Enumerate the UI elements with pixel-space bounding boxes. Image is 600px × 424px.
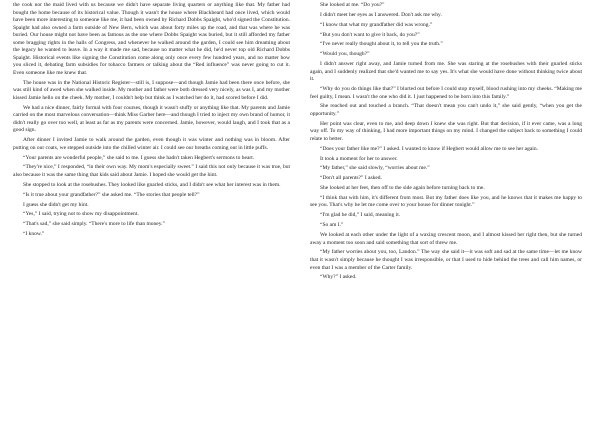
paragraph: She reached out and touched a branch. “That doesn't mean you can't undo it,” she said gently, “when you get the opportunity.” <box>310 103 582 117</box>
paragraph: “That's sad,” she said simply. “There's more to life than money.” <box>23 221 165 228</box>
paragraph: “Don't all parents?” I asked. <box>320 175 382 182</box>
paragraph: The house was in the National Historic Register—still is, I suppose—and though Jamie had been there once before, she was still kind of awed when she walked inside. My mother and father were both dressed very nicely, as was I, and my mother kissed Jamie hello on the cheek. My mother, I couldn't help but think as I watched her do it, had scored before I did. <box>13 79 290 101</box>
paragraph: “I know that what my grandfather did was wrong.” <box>320 21 433 28</box>
paragraph: “Would you, though?” <box>320 51 370 58</box>
paragraph: “They're nice,” I responded, “in their own way. My mom's especially sweet.” I said this not only because it was true, but also because it was the same thing that kids said about Jamie. I hoped she would get the hint. <box>13 164 290 178</box>
paragraph: She looked at me. “Do you?” <box>320 2 385 8</box>
paragraph: “But you don't want to give it back, do you?” <box>320 31 420 38</box>
paragraph: I didn't answer right away, and Jamie turned from me. She was staring at the rosebushes with their gnarled sticks again, and I suddenly realized that she'd wanted me to say yes. It's what she would have done without thinking twice about it. <box>310 61 582 83</box>
paragraph: I didn't meet her eyes as I answered. Don't ask me why. <box>320 11 442 18</box>
right-page <box>300 0 600 424</box>
paragraph: We looked at each other under the light of a waxing crescent moon, and I almost kissed her right then, but she turned away a moment too soon and said something that sort of threw me. <box>310 232 582 246</box>
paragraph: We had a nice dinner, fairly formal with four courses, though it wasn't stuffy or anything like that. My parents and Jamie carried on the most marvelous conversation—think Miss Garber here—and though I tried to inject my own brand of humor, it didn't really go over too well, at least as far as my parents were concerned. Jamie, however, would laugh, and I took that as a good sign. <box>13 104 290 134</box>
paragraph: She stopped to look at the rosebushes. They looked like gnarled sticks, and I didn't see what her interest was in them. <box>23 181 281 188</box>
paragraph: “My father,” she said slowly, “worries about me.” <box>320 165 430 172</box>
paragraph: “I'm glad he did,” I said, meaning it. <box>320 212 401 219</box>
paragraph: It took a moment for her to answer. <box>320 155 398 162</box>
paragraph: She looked at her feet, then off to the side again before turning back to me. <box>320 185 485 192</box>
paragraph: I guess she didn't get my hint. <box>23 201 89 208</box>
paragraph: Her point was clear, even to me, and deep down I knew she was right. But that decision, if it ever came, was a long way off. To my way of thinking, I had more important things on my mind. I changed the subject back to something I could relate to better. <box>310 120 582 142</box>
paragraph: “Yes,” I said, trying not to show my disappointment. <box>23 211 139 218</box>
paragraph: “I've never really thought about it, to tell you the truth.” <box>320 41 443 48</box>
paragraph: “Does your father like me?” I asked. I wanted to know if Hegbert would allow me to see her again. <box>320 145 538 152</box>
paragraph: “Your parents are wonderful people,” she said to me. I guess she hadn't taken Hegbert's sermons to heart. <box>23 154 255 161</box>
paragraph: the cook nor the maid lived with us because we didn't have separate living quarters or anything like that. My father had bought the home because of its historical value. Though it wasn't the house where Blackbeard had once lived, which would have been more interesting to someone like me, it had been owned by Richard Dobbs Spaight, who'd signed the Constitution. Spaight had also owned a farm outside of New Bern, which was about forty miles up the road, and that was where he was buried. Our house might not have been as famous as the one where Dobbs Spaight was buried, but it still afforded my father some bragging rights in the halls of Congress, and whenever he walked around the garden, I could see him dreaming about the legacy he wanted to leave. In a way it made me sad, because no matter what he did, he'd never top old Richard Dobbs Spaight. Historical events like signing the Constitution come along only once every few hundred years, and no matter how you sliced it, debating farm subsidies for tobacco farmers or talking about the “Red influence” was never going to cut it. Even someone like me knew that. <box>13 2 290 76</box>
paragraph: “Why do you do things like that?” I blurted out before I could stop myself, blood rushing into my cheeks. “Making me feel guilty, I mean. I wasn't the one who did it. I just happened to be born into this family.” <box>310 86 582 100</box>
paragraph: “My father worries about you, too, Landon.” The way she said it—it was soft and sad at the same time—let me know that it wasn't simply because he thought I was irresponsible, or that I used to hide behind the trees and call him names, or even that I was a member of the Carter family. <box>310 249 582 271</box>
paragraph: “So am I.” <box>320 222 344 229</box>
paragraph: “I know.” <box>23 231 45 238</box>
paragraph: After dinner I invited Jamie to walk around the garden, even though it was winter and nothing was in bloom. After putting on our coats, we stepped outside into the chilled winter air. I could see our breaths coming out in little puffs. <box>13 137 290 151</box>
paragraph: “Why?” I asked. <box>320 274 357 281</box>
paragraph: “I think that with him, it's different from most. But my father does like you, and he knows that it makes me happy to see you. That's why he let me come over to your house for dinner tonight.” <box>310 194 582 209</box>
paragraph: “Is it true about your grandfather?” she asked me. “The stories that people tell?” <box>23 191 200 198</box>
